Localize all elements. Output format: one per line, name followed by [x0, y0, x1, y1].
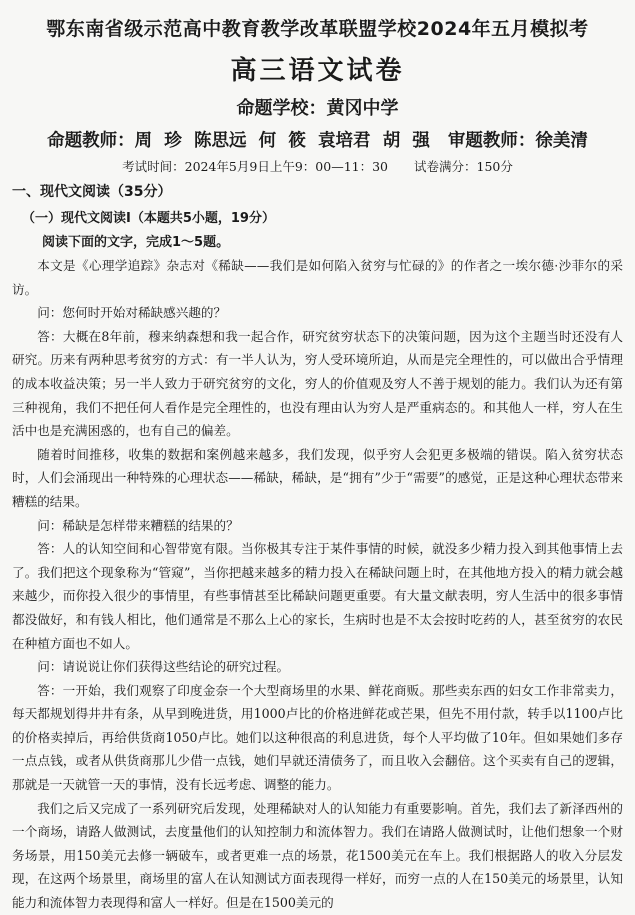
exam-title: 鄂东南省级示范高中教育教学改革联盟学校2024年五月模拟考	[46, 18, 589, 40]
teachers-names: 周 珍 陈思远 何 筱 袁培君 胡 强	[134, 131, 430, 151]
intro-paragraph: 本文是《心理学追踪》杂志对《稀缺——我们是如何陷入贫穷与忙碌的》的作者之一埃尔德·沙菲尔的采访。	[12, 258, 623, 297]
section-heading: 一、现代文阅读（35分）	[12, 184, 172, 200]
exam-time: 考试时间：2024年5月9日上午9：00—11：30	[122, 159, 389, 174]
teachers-label: 命题教师：	[47, 131, 135, 151]
article-body	[12, 254, 623, 915]
paper-title: 高三语文试卷	[230, 56, 405, 86]
question-1: 问：您何时开始对稀缺感兴趣的？	[37, 305, 227, 321]
question-2: 问：稀缺是怎样带来糟糕的结果的？	[37, 517, 239, 533]
instruction: 阅读下面的文字，完成1～5题。	[42, 235, 230, 250]
reviewer: 审题教师：徐美清	[447, 131, 588, 151]
question-3: 问：请说说让你们获得这些结论的研究过程。	[37, 659, 290, 675]
paragraph: 我们之后又完成了一系列研究后发现，处理稀缺对人的认知能力有重要影响。首先，我们去了新泽西州的一个商场，请路人做测试，去度量他们的认知控制力和流体智力。我们在请路人做测试时，让他们想象一个财务场景，用150美元去修一辆破车，或者更难一点的场景，花1500美元在车上。我们根据路人的收入分层发现，在这两个场景里，商场里的富人在认知测试方面表现得一样好，而穷一点的人在150美元的场景里，认知能力和流体智力表现得和富人一样好。但是在1500美元的	[12, 800, 623, 911]
exam-meta	[12, 157, 623, 175]
school-line: 命题学校：黄冈中学	[236, 98, 399, 119]
paragraph: 随着时间推移，收集的数据和案例越来越多，我们发现，似乎穷人会犯更多极端的错误。陷入贫穷状态时，人们会涌现出一种特殊的心理状态——稀缺，稀缺，是“拥有”少于“需要”的感觉，正是这种心理状态带来糟糕的结果。	[12, 446, 623, 509]
full-score: 试卷满分：150分	[414, 159, 513, 174]
subsection-heading: （一）现代文阅读Ⅰ（本题共5小题，19分）	[22, 211, 275, 226]
answer-3: 答：一开始，我们观察了印度金奈一个大型商场里的水果、鲜花商贩。那些卖东西的妇女工作非常卖力，每天都规划得井井有条，从早到晚进货，用1000卢比的价格进鲜花或芒果，但先不用付款，转手以1100卢比的价格卖掉后，再给供货商1050卢比。她们以这种很高的利息进货，每个人平均做了10年。但如果她们多存一点点钱，或者从供货商那儿少借一点钱，她们早就还清债务了，而且收入会翻倍。这个买卖有自己的逻辑，那就是一天就管一天的事情，没有长远考虑、调整的能力。	[12, 682, 623, 793]
answer-1: 答：大概在8年前，穆来纳森想和我一起合作，研究贫穷状态下的决策问题，因为这个主题当时还没有人研究。历来有两种思考贫穷的方式：有一半人认为，穷人受环境所迫，从而是完全理性的，可以做出合乎情理的成本收益决策；另一半人致力于研究贫穷的文化，穷人的价值观及穷人不善于规划的能力。我们认为还有第三种视角，我们不把任何人看作是完全理性的，也没有理由认为穷人是严重病态的。和其他人一样，穷人在生活中也是充满困惑的，也有自己的偏差。	[12, 328, 623, 439]
teachers-line	[12, 127, 623, 152]
answer-2: 答：人的认知空间和心智带宽有限。当你极其专注于某件事情的时候，就没多少精力投入到其他事情上去了。我们把这个现象称为“管窥”，当你把越来越多的精力投入在稀缺问题上时，在其他地方投入的精力就会越来越少，而你投入很少的事情里，有些事情甚至比稀缺问题更重要。有大量文献表明，穷人生活中的很多事情都没做好，和有钱人相比，他们通常是不那么上心的家长，生病时也是不太会按时吃药的人，甚至贫穷的农民在种植方面也不如人。	[12, 541, 623, 651]
